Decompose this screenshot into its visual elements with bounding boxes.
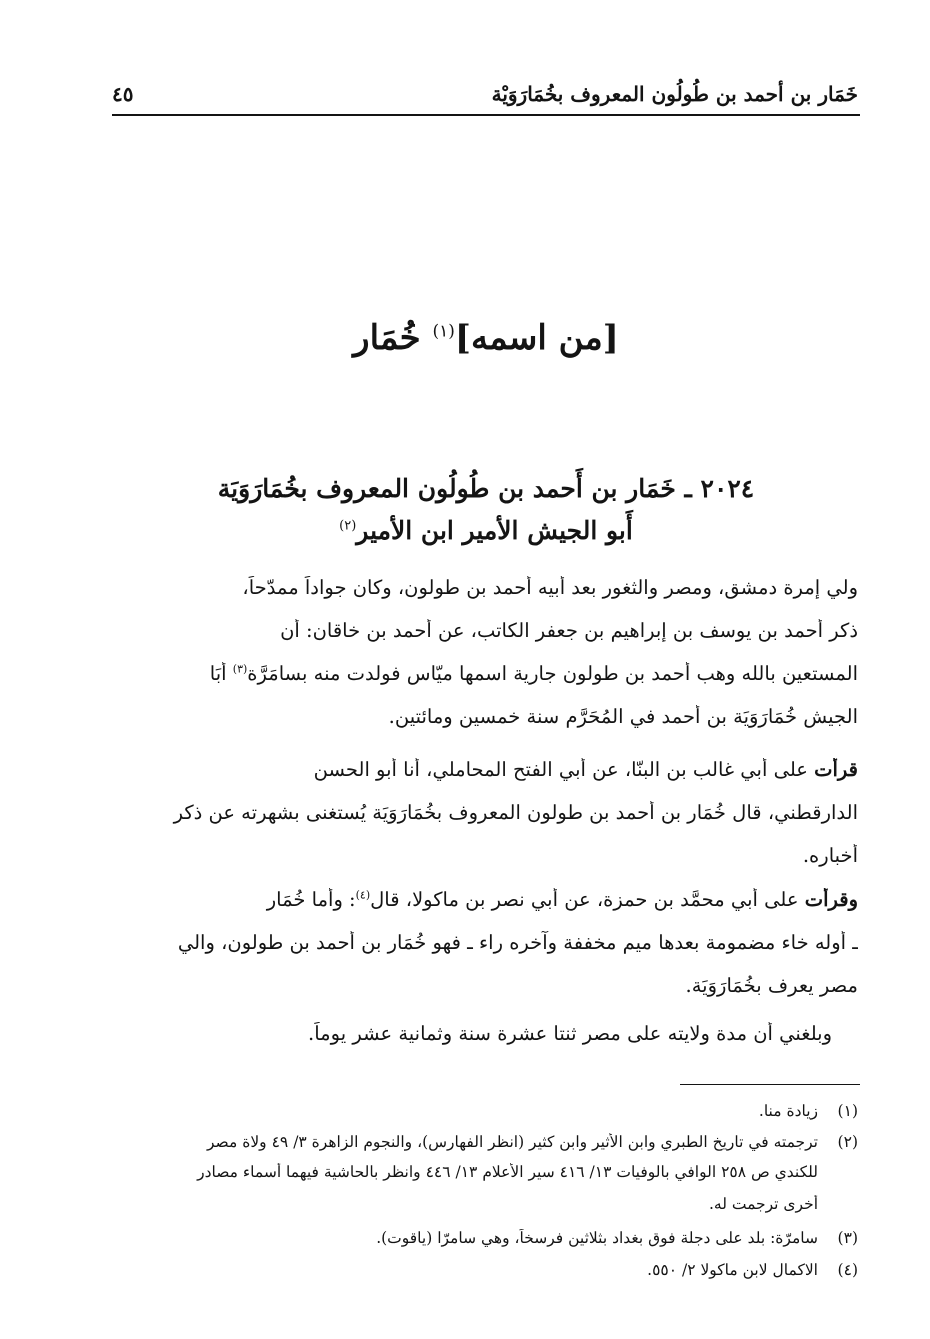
body-line: مصر يعرف بخُمَارَوَيَة. bbox=[685, 974, 858, 997]
footnote-text: الاكمال لابن ماكولا ٢/ ٥٥٠. bbox=[647, 1261, 818, 1279]
body-line: أخباره. bbox=[802, 844, 858, 867]
section-heading-label: [من اسمه] bbox=[454, 318, 619, 358]
body-line bbox=[112, 758, 858, 781]
footnote bbox=[112, 1133, 858, 1151]
footnote-number: (٣) bbox=[837, 1229, 858, 1247]
entry-subtitle-text: أَبو الجيش الأمير ابن الأمير bbox=[356, 516, 633, 545]
body-line bbox=[112, 888, 858, 911]
section-heading bbox=[112, 318, 860, 358]
footnote bbox=[112, 1102, 858, 1120]
body-line: ذكر أَحمد بن يوسف بن إبراهيم بن جعفر الكاتب، عن أَحمد بن خاقان: أن bbox=[280, 619, 858, 642]
section-heading-note: (١) bbox=[432, 321, 455, 342]
entry-subtitle bbox=[112, 516, 860, 545]
header-rule bbox=[112, 114, 860, 116]
footnote-continuation: أخرى ترجمت له. bbox=[708, 1195, 818, 1213]
footnote bbox=[112, 1261, 858, 1279]
lead-word: وقرأت bbox=[804, 888, 858, 911]
footnote-text: ترجمته في تاريخ الطبري وابن الأثير وابن كثير (انظر الفهارس)، والنجوم الزاهرة ٣/ ٤٩ ولاة مصر bbox=[207, 1133, 818, 1151]
footnote-number: (٤) bbox=[837, 1261, 858, 1279]
footnote-number: (٢) bbox=[837, 1133, 858, 1151]
body-text: على أَبي محمَّد بن حمزة، عن أَبي نصر بن ماكولا، قال bbox=[370, 888, 805, 911]
body-text: المستعين بالله وهب أَحمد بن طولون جارية اسمها ميّاس فولدت منه بسامَرَّة bbox=[247, 662, 858, 685]
lead-word: قرأت bbox=[814, 758, 858, 781]
body-line: الدارقطني، قال خُمَار بن أَحمد بن طولون المعروف بخُمَارَوَيَة يُستغنى بشهرته عن ذكر bbox=[173, 801, 858, 824]
section-heading-name: خُمَار bbox=[353, 318, 421, 358]
footnote-rule bbox=[680, 1084, 860, 1085]
entry-subtitle-note: (٢) bbox=[339, 518, 357, 534]
footnote-text: زيادة منا. bbox=[758, 1102, 818, 1120]
footnote-continuation: للكندي ص ٢٥٨ الوافي بالوفيات ١٣/ ٤١٦ سير الأعلام ١٣/ ٤٤٦ وانظر بالحاشية فيهما أسماء مصادر bbox=[197, 1163, 818, 1181]
footnote-number: (١) bbox=[837, 1102, 858, 1120]
body-text: : وأما خُمَار bbox=[266, 888, 356, 911]
body-line bbox=[112, 662, 858, 685]
body-line: ولي إمرة دمشق، ومصر والثغور بعد أَبيه أَحمد بن طولون، وكان جواداً ممدّحاً، bbox=[242, 576, 858, 599]
running-title: خَمَار بن أحمد بن طُولُون المعروف بخُمَارَوَيْة bbox=[491, 82, 858, 106]
body-text: على أَبي غالب بن البنّا، عن أَبي الفتح المحاملي، أنا أَبو الحسن bbox=[313, 758, 815, 781]
footnote-ref: (٣) bbox=[232, 662, 248, 676]
body-text: أَبَا bbox=[209, 662, 233, 685]
entry-title: ٢٠٢٤ ـ خَمَار بن أَحمد بن طُولُون المعروف بخُمَارَوَيَة bbox=[217, 474, 755, 503]
footnote-ref: (٤) bbox=[355, 888, 371, 902]
body-line: ـ أوله خاء مضمومة بعدها ميم مخففة وآخره راء ـ فهو خُمَار بن أَحمد بن طولون، والي bbox=[177, 931, 858, 954]
body-line: الجيش خُمَارَوَيَة بن أَحمد في المُحَرَّم سنة خمسين ومائتين. bbox=[388, 705, 858, 728]
body-line: وبلغني أن مدة ولايته على مصر ثنتا عشرة سنة وثمانية عشر يوماً. bbox=[308, 1022, 832, 1045]
footnote-text: سامرّة: بلد على دجلة فوق بغداد بثلاثين فرسخاً، وهي سامرّا (ياقوت). bbox=[376, 1229, 818, 1247]
footnote bbox=[112, 1229, 858, 1247]
page-number: ٤٥ bbox=[112, 82, 134, 106]
